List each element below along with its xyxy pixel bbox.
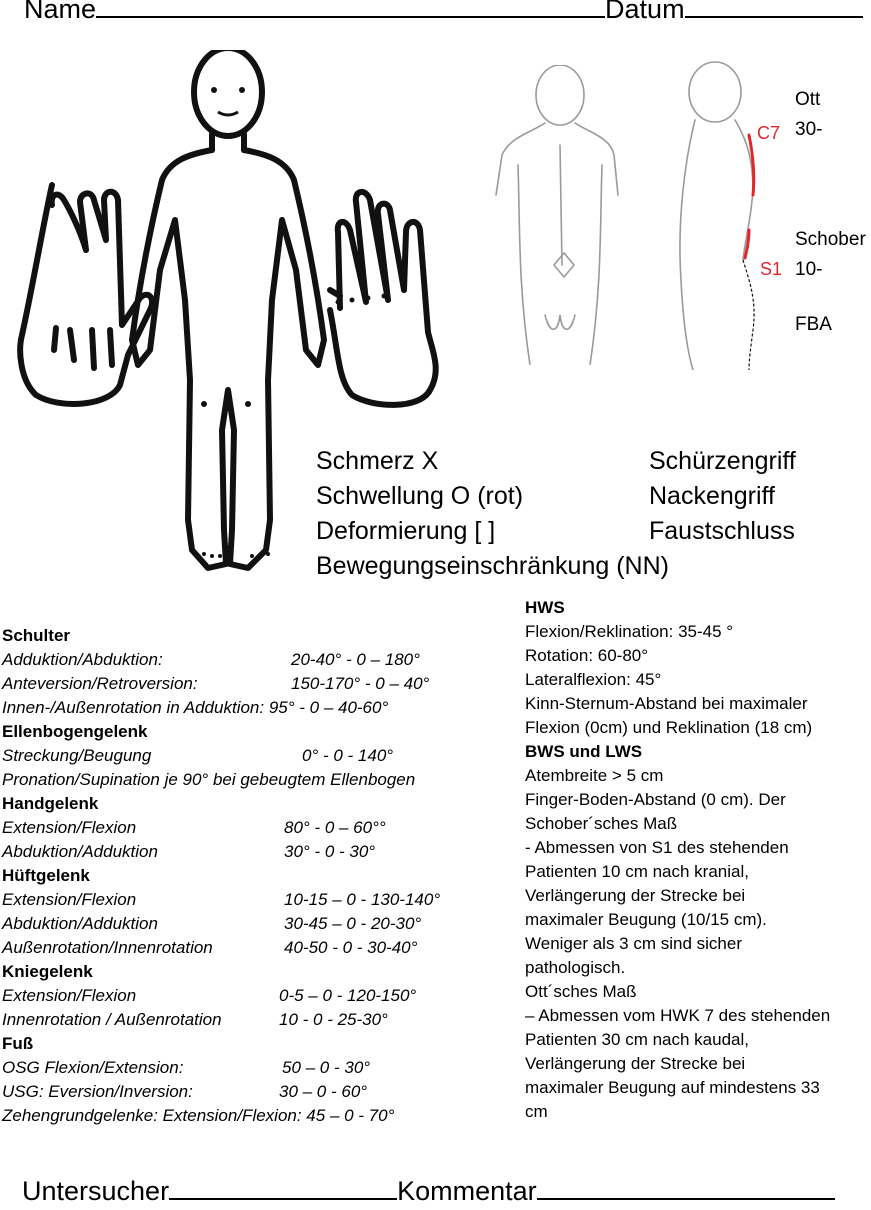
bws-line: Patienten 30 cm nach kaudal, (525, 1030, 749, 1049)
legend-swelling: Schwellung O (rot) (316, 482, 524, 510)
legend-fist-closure: Faustschluss (649, 517, 795, 545)
examiner-label: Untersucher (22, 1176, 170, 1206)
bws-line: pathologisch. (525, 958, 626, 977)
joint-section-heading: Hüftgelenk (2, 866, 90, 885)
joint-motion-name: Extension/Flexion (2, 986, 137, 1005)
date-field[interactable] (685, 0, 863, 18)
bws-line: Ott´sches Maß (525, 982, 637, 1001)
joint-motion-name: Außenrotation/Innenrotation (2, 938, 213, 957)
ott-value[interactable]: 30- (795, 119, 823, 140)
joint-range-value: 30° - 0 - 30° (284, 842, 376, 861)
hws-title: HWS (525, 598, 565, 617)
joint-range-value: 150-170° - 0 – 40° (291, 674, 430, 693)
joint-range-value: 0° - 0 - 140° (302, 746, 394, 765)
joint-range-line: Innen-/Außenrotation in Adduktion: 95° - 0 – 40-60° (2, 698, 389, 717)
bws-line: maximaler Beugung auf mindestens 33 (525, 1078, 820, 1097)
bws-line: - Abmessen von S1 des stehenden (525, 838, 789, 857)
fba-label: FBA (795, 314, 832, 335)
joint-section-heading: Kniegelenk (2, 962, 93, 981)
joint-range-line: Zehengrundgelenke: Extension/Flexion: 45 – 0 - 70° (2, 1106, 395, 1125)
joint-range-value: 30-45 – 0 - 20-30° (284, 914, 422, 933)
schober-value[interactable]: 10- (795, 259, 823, 280)
joint-motion-name: Streckung/Beugung (2, 746, 152, 765)
hws-line: Flexion (0cm) und Reklination (18 cm) (525, 718, 813, 737)
joint-range-value: 40-50 - 0 - 30-40° (284, 938, 418, 957)
legend-pain: Schmerz X (316, 447, 439, 475)
date-label: Datum (605, 0, 685, 24)
hws-line: Lateralflexion: 45° (525, 670, 662, 689)
bws-line: Verlängerung der Strecke bei (525, 1054, 746, 1073)
legend-apron-grip: Schürzengriff (649, 447, 796, 475)
bws-title: BWS und LWS (525, 742, 643, 761)
joint-motion-name: Anteversion/Retroversion: (2, 674, 198, 693)
examiner-field[interactable] (169, 1176, 397, 1200)
joint-range-line: Pronation/Supination je 90° bei gebeugtem Ellenbogen (2, 770, 416, 789)
joint-motion-name: Abduktion/Adduktion (2, 914, 158, 933)
legend-right (649, 444, 796, 549)
joint-section-heading: Handgelenk (2, 794, 99, 813)
bws-line: cm (525, 1102, 548, 1121)
joint-section-heading: Fuß (2, 1034, 34, 1053)
bws-line: Finger-Boden-Abstand (0 cm). Der (525, 790, 786, 809)
joint-motion-name: USG: Eversion/Inversion: (2, 1082, 193, 1101)
name-label: Name (24, 0, 97, 24)
joint-motion-name: Extension/Flexion (2, 890, 137, 909)
joint-section-heading: Ellenbogengelenk (2, 722, 148, 741)
hws-line: Flexion/Reklination: 35-45 ° (525, 622, 734, 641)
bws-line: – Abmessen vom HWK 7 des stehenden (525, 1006, 831, 1025)
footer-line (22, 1176, 835, 1207)
joint-section-heading: Schulter (2, 626, 71, 645)
joint-motion-name: Abduktion/Adduktion (2, 842, 158, 861)
hws-line: Kinn-Sternum-Abstand bei maximaler (525, 694, 808, 713)
joint-range-value: 10-15 – 0 - 130-140° (284, 890, 441, 909)
joint-range-value: 80° - 0 – 60°° (284, 818, 386, 837)
bws-line: Schober´sches Maß (525, 814, 678, 833)
joint-motion-name: Adduktion/Abduktion: (2, 650, 163, 669)
joint-range-value: 20-40° - 0 – 180° (291, 650, 420, 669)
comment-field[interactable] (537, 1176, 835, 1200)
ott-label: Ott (795, 89, 821, 110)
legend-deformity: Deformierung [ ] (316, 517, 496, 545)
joint-range-value: 10 - 0 - 25-30° (279, 1010, 388, 1029)
bws-line: Patienten 10 cm nach kranial, (525, 862, 749, 881)
joint-motion-name: Innenrotation / Außenrotation (2, 1010, 222, 1029)
legend-neck-grip: Nackengriff (649, 482, 775, 510)
bws-line: maximaler Beugung (10/15 cm). (525, 910, 767, 929)
joint-motion-name: Extension/Flexion (2, 818, 137, 837)
joint-motion-name: OSG Flexion/Extension: (2, 1058, 184, 1077)
hws-line: Rotation: 60-80° (525, 646, 649, 665)
bws-line: Verlängerung der Strecke bei (525, 886, 746, 905)
comment-label: Kommentar (397, 1176, 537, 1206)
joint-range-value: 0-5 – 0 - 120-150° (279, 986, 417, 1005)
joint-range-value: 50 – 0 - 30° (282, 1058, 371, 1077)
c7-label: C7 (757, 123, 781, 143)
joint-range-value: 30 – 0 - 60° (279, 1082, 368, 1101)
s1-label: S1 (760, 259, 783, 279)
bws-line: Atembreite > 5 cm (525, 766, 664, 785)
spine-notes (525, 596, 865, 1124)
bws-line: Weniger als 3 cm sind sicher (525, 934, 742, 953)
legend-restriction: Bewegungseinschränkung (NN) (316, 552, 669, 580)
schober-label: Schober (795, 229, 866, 250)
side-view-drawing (665, 60, 765, 370)
